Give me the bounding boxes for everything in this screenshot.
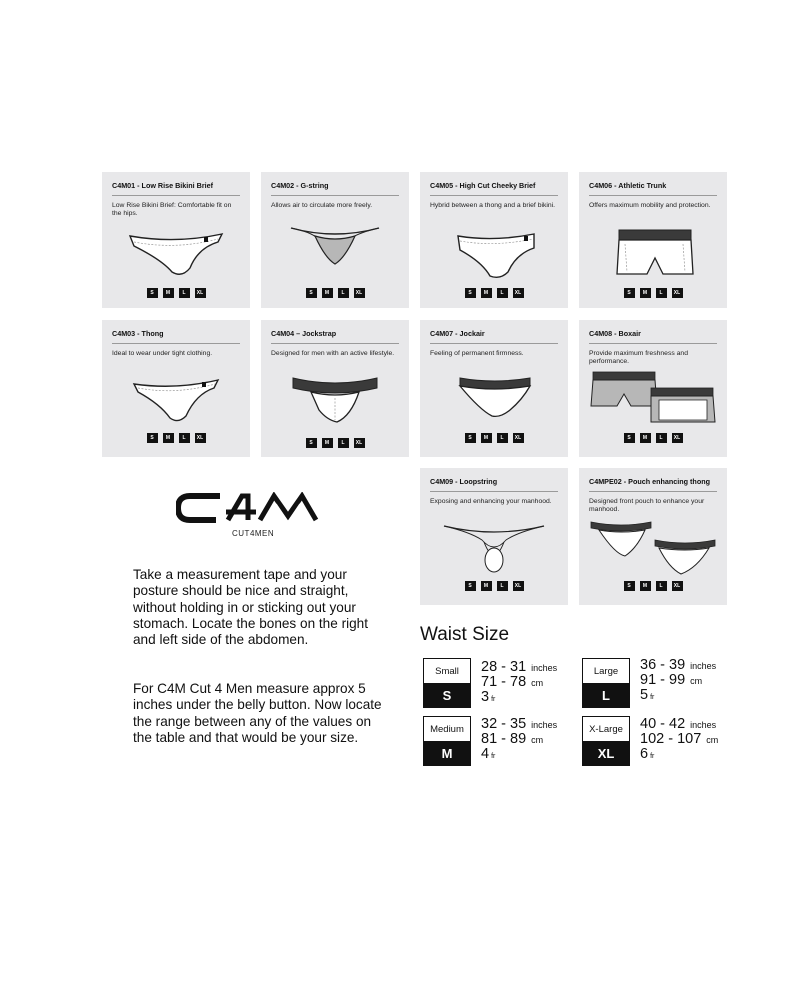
product-description: Feeling of permanent firmness. — [430, 350, 524, 357]
fr-size: 3 — [481, 689, 490, 705]
fr-size: 6 — [640, 746, 649, 762]
size-xl-tag: XL — [354, 438, 365, 448]
size-s-tag: S — [465, 581, 476, 591]
measurements-medium — [481, 716, 557, 761]
pouch-thong-illustration — [589, 518, 717, 588]
size-m-tag: M — [640, 288, 651, 298]
inches-unit: inches — [690, 661, 717, 671]
product-card-c4m09 — [420, 468, 568, 605]
loopstring-illustration — [430, 518, 558, 588]
product-title: C4M05 - High Cut Cheeky Brief — [430, 181, 558, 196]
size-l-tag: L — [656, 288, 667, 298]
size-l-tag: L — [179, 433, 190, 443]
product-description: Hybrid between a thong and a brief bikini. — [430, 202, 556, 209]
product-description: Ideal to wear under tight clothing. — [112, 350, 213, 357]
product-card-c4mpe02 — [579, 468, 727, 605]
size-code: L — [583, 683, 629, 707]
inches-unit: inches — [531, 663, 558, 673]
inches-range: 32 - 35 — [481, 716, 527, 732]
product-card-c4m07 — [420, 320, 568, 457]
size-xl-tag: XL — [672, 288, 683, 298]
cm-unit: cm — [690, 676, 703, 686]
size-s-tag: S — [624, 433, 635, 443]
product-card-c4m03 — [102, 320, 250, 457]
size-m-tag: M — [481, 288, 492, 298]
size-m-tag: M — [640, 581, 651, 591]
size-xl-tag: XL — [513, 433, 524, 443]
instructions-paragraph-1: Take a measurement tape and your posture should be nice and straight, without holding in or sticking out your stomach. Locate the bones on the right and left side of the abdomen. — [133, 567, 369, 648]
product-description: Designed for men with an active lifestyle. — [271, 350, 395, 357]
cm-range: 102 - 107 — [640, 731, 702, 747]
size-code: XL — [583, 741, 629, 765]
instructions-paragraph-2: For C4M Cut 4 Men measure approx 5 inches under the belly button. Now locate the range between any of the values on the table and that would be your size. — [133, 681, 382, 745]
bikini-brief-illustration — [112, 222, 240, 292]
size-s-tag: S — [147, 288, 158, 298]
size-l-tag: L — [656, 433, 667, 443]
product-description: Exposing and enhancing your manhood. — [430, 498, 552, 505]
size-badge-x-large — [582, 716, 630, 766]
product-title: C4M02 - G-string — [271, 181, 399, 196]
size-m-tag: M — [481, 433, 492, 443]
size-xl-tag: XL — [672, 581, 683, 591]
product-title: C4M07 - Jockair — [430, 329, 558, 344]
inches-range: 28 - 31 — [481, 659, 527, 675]
size-code: S — [424, 683, 470, 707]
product-title: C4MPE02 - Pouch enhancing thong — [589, 477, 717, 492]
fr-unit: fr — [491, 696, 496, 703]
cm-unit: cm — [531, 735, 544, 745]
size-xl-tag: XL — [195, 288, 206, 298]
size-m-tag: M — [322, 438, 333, 448]
product-title: C4M03 - Thong — [112, 329, 240, 344]
size-m-tag: M — [481, 581, 492, 591]
size-s-tag: S — [624, 288, 635, 298]
size-m-tag: M — [163, 288, 174, 298]
size-s-tag: S — [465, 288, 476, 298]
cm-range: 91 - 99 — [640, 672, 686, 688]
boxair-illustration — [589, 370, 717, 440]
size-name: Medium — [430, 723, 464, 735]
product-description: Allows air to circulate more freely. — [271, 202, 373, 209]
inches-range: 40 - 42 — [640, 716, 686, 732]
fr-unit: fr — [491, 753, 496, 760]
product-card-c4m04 — [261, 320, 409, 457]
fr-unit: fr — [650, 694, 655, 701]
cm-unit: cm — [531, 678, 544, 688]
waist-size-title: Waist Size — [420, 624, 510, 645]
size-code: M — [424, 741, 470, 765]
size-xl-tag: XL — [513, 581, 524, 591]
brand-subtitle: CUT4MEN — [232, 529, 275, 538]
size-m-tag: M — [322, 288, 333, 298]
product-description: Designed front pouch to enhance your manhood. — [589, 498, 705, 513]
product-description: Provide maximum freshness and performance. — [589, 350, 688, 365]
size-s-tag: S — [624, 581, 635, 591]
size-xl-tag: XL — [672, 433, 683, 443]
size-s-tag: S — [306, 288, 317, 298]
fr-size: 5 — [640, 687, 649, 703]
size-s-tag: S — [465, 433, 476, 443]
size-s-tag: S — [306, 438, 317, 448]
product-title: C4M04 – Jockstrap — [271, 329, 399, 344]
fr-size: 4 — [481, 746, 490, 762]
product-card-c4m06 — [579, 172, 727, 308]
size-name: Large — [593, 665, 619, 677]
product-description: Low Rise Bikini Brief: Comfortable fit on the hips. — [112, 202, 232, 217]
measurements-large — [640, 657, 716, 702]
product-description: Offers maximum mobility and protection. — [589, 202, 711, 209]
product-title: C4M09 - Loopstring — [430, 477, 558, 492]
g-string-illustration — [271, 222, 399, 292]
size-l-tag: L — [338, 288, 349, 298]
product-card-c4m01 — [102, 172, 250, 308]
jockair-illustration — [430, 370, 558, 440]
product-card-c4m02 — [261, 172, 409, 308]
size-xl-tag: XL — [513, 288, 524, 298]
fr-unit: fr — [650, 753, 655, 760]
size-s-tag: S — [147, 433, 158, 443]
cm-range: 81 - 89 — [481, 731, 527, 747]
size-l-tag: L — [497, 288, 508, 298]
size-badge-large — [582, 658, 630, 708]
product-title: C4M06 - Athletic Trunk — [589, 181, 717, 196]
size-name: Small — [435, 665, 459, 677]
size-m-tag: M — [640, 433, 651, 443]
measurements-x-large — [640, 716, 718, 761]
size-name: X-Large — [589, 723, 623, 735]
cm-unit: cm — [706, 735, 719, 745]
inches-unit: inches — [690, 720, 717, 730]
product-title: C4M08 - Boxair — [589, 329, 717, 344]
size-badge-medium — [423, 716, 471, 766]
product-card-c4m05 — [420, 172, 568, 308]
product-card-c4m08 — [579, 320, 727, 457]
size-m-tag: M — [163, 433, 174, 443]
jockstrap-illustration — [271, 370, 399, 440]
size-l-tag: L — [179, 288, 190, 298]
size-xl-tag: XL — [354, 288, 365, 298]
measurements-small — [481, 659, 557, 704]
inches-range: 36 - 39 — [640, 657, 686, 673]
size-l-tag: L — [497, 581, 508, 591]
athletic-trunk-illustration — [589, 222, 717, 292]
cm-range: 71 - 78 — [481, 674, 527, 690]
size-l-tag: L — [656, 581, 667, 591]
size-xl-tag: XL — [195, 433, 206, 443]
inches-unit: inches — [531, 720, 558, 730]
size-badge-small — [423, 658, 471, 708]
thong-illustration — [112, 370, 240, 440]
brand-logo — [176, 492, 332, 534]
product-title: C4M01 - Low Rise Bikini Brief — [112, 181, 240, 196]
cheeky-brief-illustration — [430, 222, 558, 292]
size-l-tag: L — [338, 438, 349, 448]
size-l-tag: L — [497, 433, 508, 443]
